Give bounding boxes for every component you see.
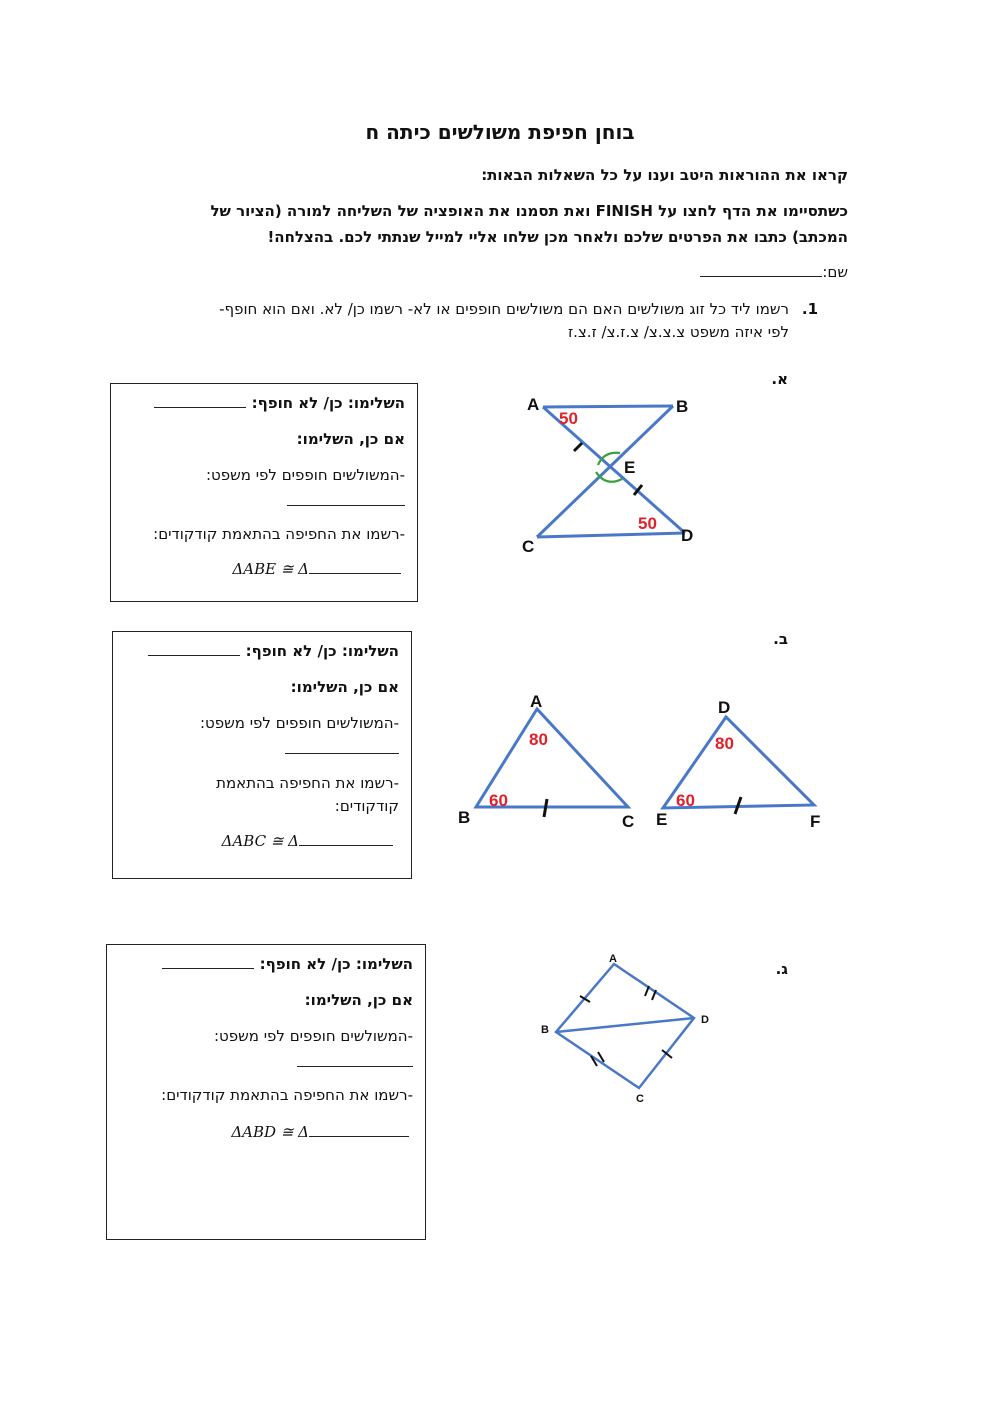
vertex-c: C <box>636 1093 644 1105</box>
angle-value: 50 <box>559 409 578 428</box>
name-input-line[interactable] <box>700 262 822 277</box>
angle-value: 50 <box>638 514 657 533</box>
complete-row <box>107 955 413 973</box>
angle-value: 80 <box>715 734 734 753</box>
if-yes-label: אם כן, השלימו: <box>304 991 413 1009</box>
angle-value: 60 <box>676 791 695 810</box>
complete-row <box>113 642 399 660</box>
vertex-a: A <box>530 692 543 711</box>
vertex-c: C <box>622 812 635 831</box>
theorem-row <box>107 1053 413 1071</box>
question-text-a: רשמו ליד כל זוג משולשים האם הם משולשים חופפים או לא- רשמו כן/ לא. ואם הוא חופף- <box>219 300 789 318</box>
theorem-label: -המשולשים חופפים לפי משפט: <box>205 466 405 484</box>
figure-a <box>510 385 710 555</box>
answer-blank[interactable] <box>148 643 240 656</box>
question-number: 1. <box>801 300 818 318</box>
answer-blank[interactable] <box>154 395 246 408</box>
match-label-cont: קודקודים: <box>334 797 399 815</box>
vertex-e: E <box>624 458 636 477</box>
figure-c <box>535 948 725 1108</box>
complete-label: השלימו: כן/ לא חופף: <box>251 394 405 412</box>
vertex-e: E <box>656 810 668 829</box>
if-yes-label: אם כן, השלימו: <box>290 678 399 696</box>
name-row <box>700 262 848 281</box>
congruence-statement: ΔABE ≅ Δ <box>232 560 309 578</box>
vertex-b: B <box>676 397 689 416</box>
vertex-a: A <box>527 395 540 414</box>
vertex-a: A <box>609 953 617 965</box>
instructions-line-2b: המכתב) כתבו את הפרטים שלכם ולאחר מכן שלחו אליי למייל שנתתי לכם. בהצלחה! <box>267 228 848 246</box>
congruence-statement: ΔABC ≅ Δ <box>221 832 299 850</box>
instructions-line-2a: כשתסיימו את הדף לחצו על FINISH ואת תסמנו את האופציה של השליחה למורה (הציור של <box>210 202 848 220</box>
item-label-b: ב. <box>773 630 788 648</box>
congruence-blank[interactable] <box>299 833 393 846</box>
theorem-blank[interactable] <box>285 741 399 754</box>
item-label-a: א. <box>771 370 788 388</box>
match-label: -רשמו את החפיפה בהתאמת קודקודים: <box>153 525 405 543</box>
vertex-b: B <box>541 1024 549 1036</box>
theorem-row <box>113 740 399 758</box>
answer-box-b <box>112 631 412 879</box>
angle-value: 80 <box>529 730 548 749</box>
tick-mark <box>544 799 547 817</box>
theorem-row <box>111 492 405 510</box>
if-yes-label: אם כן, השלימו: <box>296 430 405 448</box>
figure-b-lines <box>476 709 814 808</box>
theorem-blank[interactable] <box>287 493 405 506</box>
page-title: בוחן חפיפת משולשים כיתה ח <box>365 120 635 144</box>
vertex-f: F <box>810 812 821 831</box>
complete-label: השלימו: כן/ לא חופף: <box>245 642 399 660</box>
question-text-b: לפי איזה משפט צ.צ.צ/ צ.ז.צ/ ז.צ.ז <box>567 323 789 341</box>
vertex-d: D <box>718 698 731 717</box>
congruence-blank[interactable] <box>309 561 401 574</box>
theorem-blank[interactable] <box>297 1054 413 1067</box>
tick-mark <box>574 443 582 451</box>
match-label: -רשמו את החפיפה בהתאמת קודקודים: <box>161 1086 413 1104</box>
congruence-row <box>111 560 401 578</box>
vertex-d: D <box>701 1014 709 1026</box>
match-label: -רשמו את החפיפה בהתאמת <box>216 774 399 792</box>
answer-box-a <box>110 383 418 602</box>
instructions-line-1: קראו את ההוראות היטב וענו על כל השאלות הבאות: <box>481 166 848 184</box>
congruence-statement: ΔABD ≅ Δ <box>231 1123 309 1141</box>
complete-row <box>111 394 405 412</box>
figure-b <box>452 685 832 835</box>
figure-c-lines <box>556 964 694 1088</box>
angle-value: 60 <box>489 791 508 810</box>
complete-label: השלימו: כן/ לא חופף: <box>259 955 413 973</box>
theorem-label: -המשולשים חופפים לפי משפט: <box>213 1027 413 1045</box>
congruence-row <box>113 832 393 850</box>
item-label-c: ג. <box>775 960 788 978</box>
answer-blank[interactable] <box>162 956 254 969</box>
vertex-b: B <box>458 808 471 827</box>
congruence-row <box>107 1123 409 1141</box>
theorem-label: -המשולשים חופפים לפי משפט: <box>199 714 399 732</box>
vertex-c: C <box>522 537 535 555</box>
congruence-blank[interactable] <box>309 1124 409 1137</box>
answer-box-c <box>106 944 426 1240</box>
name-label: שם: <box>822 263 848 281</box>
vertex-d: D <box>681 526 694 545</box>
